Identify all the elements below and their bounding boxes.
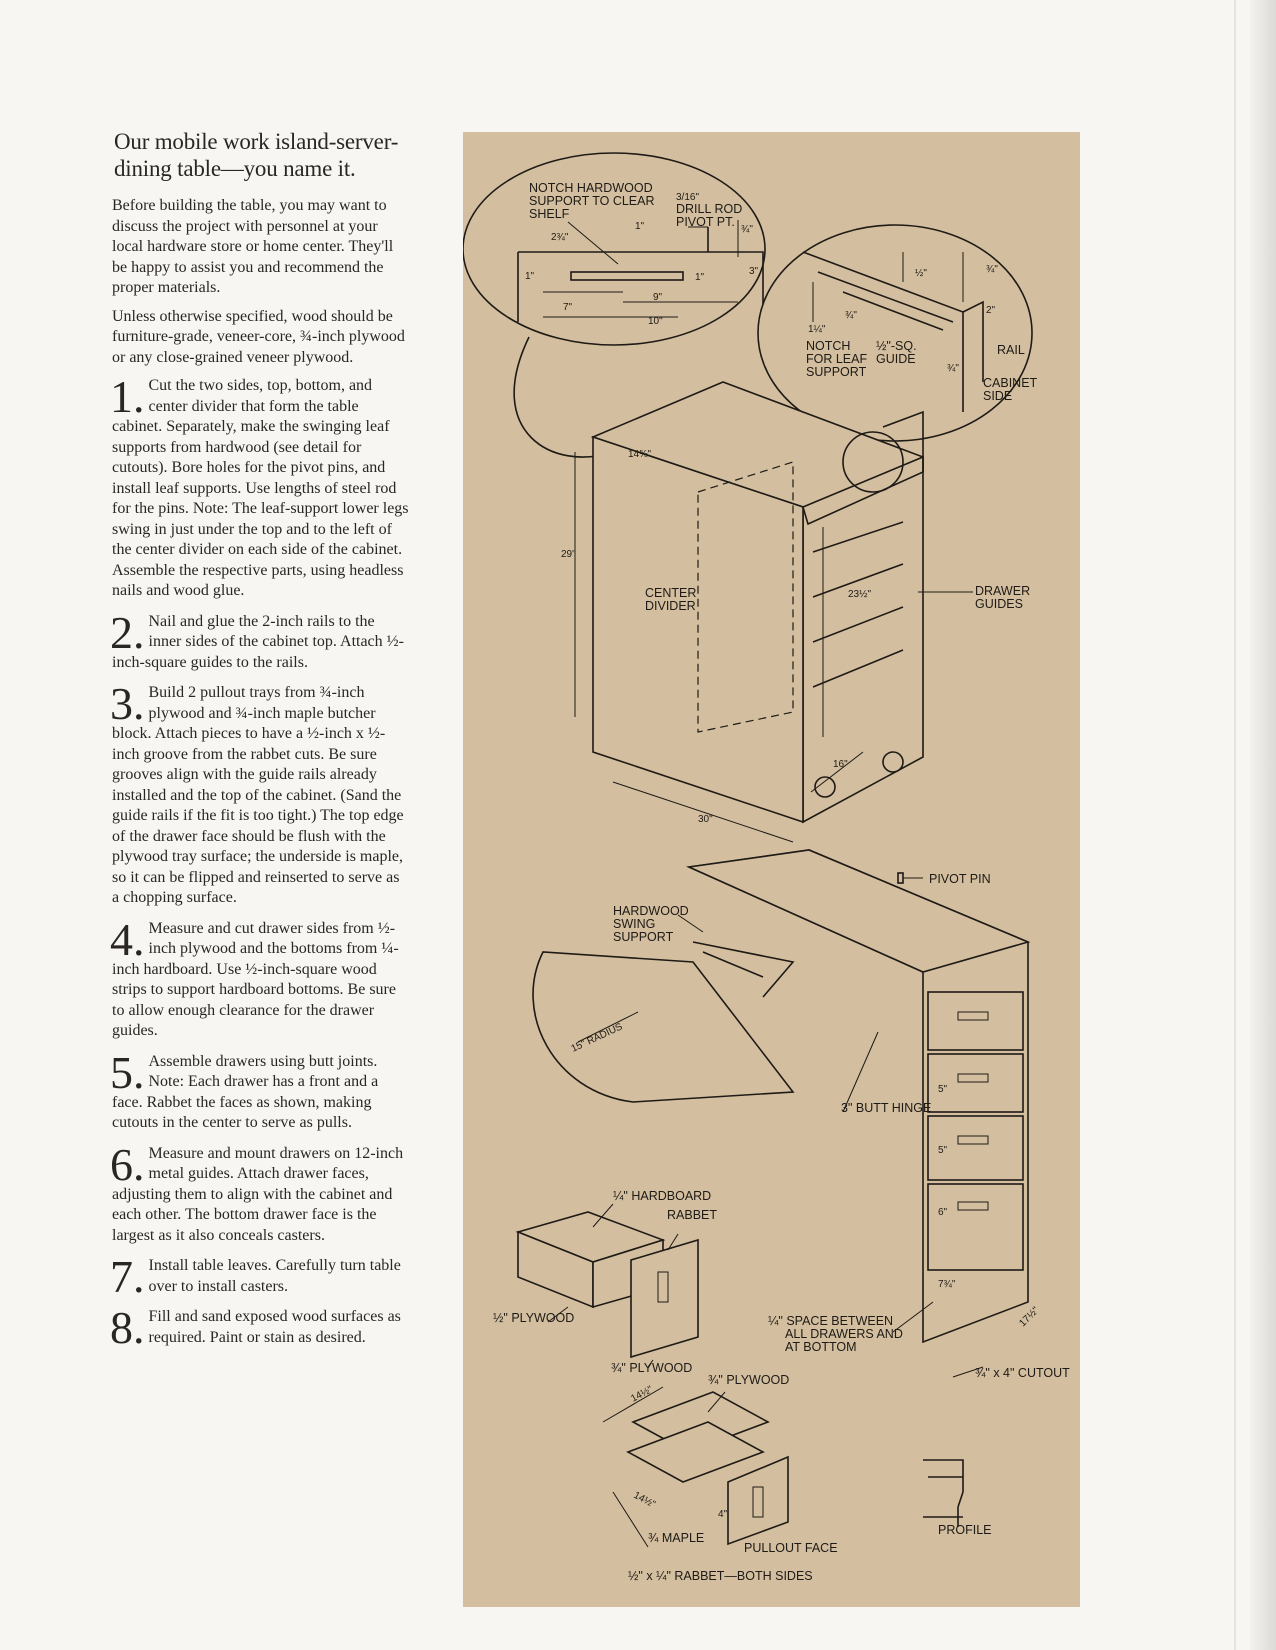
- hardboard-label: ¼" HARDBOARD: [613, 1189, 712, 1203]
- dim-label: 3": [749, 266, 759, 277]
- dim-label: 1": [635, 221, 645, 232]
- notch-label: NOTCH HARDWOOD SUPPORT TO CLEAR SHELF: [529, 181, 655, 221]
- dim-label: 6": [938, 1207, 948, 1218]
- step-text: Fill and sand exposed wood surfaces as required. Paint or stain as desired.: [148, 1308, 401, 1346]
- dim-label: 2¾": [551, 232, 569, 243]
- hardwood-swing-label: HARDWOOD SWING SUPPORT: [613, 904, 689, 944]
- drawer-face: [928, 1184, 1023, 1270]
- table-top: [689, 850, 1028, 972]
- dim-label: 23½": [848, 589, 872, 600]
- three-quarter-plywood-label: ¾" PLYWOOD: [611, 1361, 693, 1375]
- cutout-label: ¾" x 4" CUTOUT: [975, 1366, 1070, 1380]
- step-text: Assemble drawers using butt joints. Note: Each drawer has a front and a face. Rabbet the faces as shown, making cutouts in the center to serve as pulls.: [112, 1052, 379, 1131]
- dim-label: 2": [986, 305, 996, 316]
- butt-hinge-label: 3" BUTT HINGE: [841, 1101, 932, 1115]
- drawer-space-label: ¼" SPACE BETWEEN ALL DRAWERS AND AT BOTTOM: [768, 1314, 903, 1354]
- step-text: Cut the two sides, top, bottom, and center divider that form the table cabinet. Separately, make the swinging leaf supports from hardwood (see detail for cutouts). Bore holes for the pivot pins, and install leaf supports. Use lengths of steel rod for the pins. Note: The leaf-support lower legs swing in just under the top and to the left of the center divider on each side of the cabinet. Assemble the respective parts, using headless nails and wood glue.: [112, 377, 409, 599]
- leaf-support-bar: [571, 272, 683, 280]
- dim-label: 10": [648, 316, 663, 327]
- step-1: [110, 371, 410, 602]
- rabbet-label: RABBET: [667, 1208, 718, 1222]
- dim-label: ¾": [947, 363, 959, 374]
- step-number: 2.: [110, 606, 145, 658]
- step-text: Build 2 pullout trays from ¾-inch plywood and ¾-inch maple butcher block. Attach pieces to have a ½-inch x ½-inch groove from the rabbet cuts. Be sure grooves align with the guide rails already installed and the top of the cabinet. (Sand the guide rails if the fit is too tight.) The top edge of the drawer face should be flush with the plywood tray surface; the underside is maple, so it can be flipped and reinserted to serve as a chopping surface.: [112, 684, 404, 906]
- drawer-face: [928, 992, 1023, 1050]
- dim-label: 1": [525, 271, 535, 282]
- profile-label: PROFILE: [938, 1523, 992, 1537]
- dim-label: ¾": [986, 264, 998, 275]
- dim-label: 14½": [631, 1489, 658, 1511]
- article-text-column: [110, 128, 410, 1358]
- detail-rail-guide: [758, 225, 1040, 441]
- step-4: [110, 913, 410, 1042]
- dim-label: 29": [561, 549, 576, 560]
- detail-leaf-support: [463, 153, 765, 345]
- intro-paragraph: Before building the table, you may want to discuss the project with personnel at your local hardware store or home center. They'll be happy to assist you and recommend the proper materials.: [112, 197, 394, 296]
- step-text: Install table leaves. Carefully turn table over to install casters.: [148, 1257, 401, 1295]
- drawer-guides-label: DRAWER GUIDES: [975, 584, 1031, 611]
- pivot-pin-label: PIVOT PIN: [929, 872, 991, 886]
- step-6: [110, 1138, 410, 1247]
- pullout-face: [728, 1457, 788, 1544]
- drawer-box-view: [493, 1189, 717, 1375]
- drawer-face: [928, 1054, 1023, 1112]
- dim-label: 14⅝": [628, 449, 652, 460]
- page-edge-shadow: [1250, 0, 1276, 1650]
- dim-label: ¾": [741, 224, 753, 235]
- step-number: 5.: [110, 1046, 145, 1098]
- dim-label: 1¼": [808, 324, 826, 335]
- guide-label: ½"-SQ. GUIDE: [876, 339, 917, 366]
- radius-label: 15" RADIUS: [569, 1021, 625, 1055]
- diagram-svg: [463, 132, 1080, 1607]
- step-number: 3.: [110, 678, 145, 729]
- step-2: [110, 606, 410, 674]
- pullout-tray-view: [603, 1373, 992, 1583]
- dim-label: 14½": [629, 1384, 655, 1405]
- dim-label: ½": [915, 268, 927, 279]
- step-number: 8.: [110, 1302, 145, 1353]
- dim-label: ¾": [845, 310, 857, 321]
- step-text: Measure and mount drawers on 12-inch metal guides. Attach drawer faces, adjusting them to align with the cabinet and each other. The bottom drawer face is the largest as it also conceals casters.: [112, 1144, 404, 1244]
- pivot-pin: [898, 873, 903, 883]
- drawer-face-panel: [631, 1240, 698, 1357]
- step-text: Nail and glue the 2-inch rails to the inner sides of the cabinet top. Attach ½-inch-square guides to the rails.: [112, 612, 404, 671]
- step-3: [110, 678, 410, 909]
- cabinet-view: [561, 382, 1034, 842]
- drill-rod-label: 3/16" DRILL ROD PIVOT PT.: [676, 192, 743, 229]
- dim-label: 16": [833, 759, 848, 770]
- step-5: [110, 1046, 410, 1134]
- step-7: [110, 1251, 410, 1302]
- rabbet-note-label: ½" x ¼" RABBET—BOTH SIDES: [628, 1569, 813, 1583]
- caster: [883, 752, 903, 772]
- table-leaf: [533, 952, 793, 1102]
- maple-label: ¾ MAPLE: [648, 1531, 705, 1545]
- dim-label: 7¾": [938, 1279, 956, 1290]
- step-text: Measure and cut drawer sides from ½-inch plywood and the bottoms from ¼-inch hardboard. Use ½-inch-square wood strips to support hardboard bottoms. Be sure to allow enough clearance for the drawer guides.: [112, 919, 399, 1039]
- center-divider-label: CENTER DIVIDER: [645, 586, 697, 613]
- notch-leaf-label: NOTCH FOR LEAF SUPPORT: [806, 339, 868, 379]
- intro-paragraph: Unless otherwise specified, wood should be furniture-grade, veneer-core, ¾-inch plywood or any close-grained veneer plywood.: [112, 307, 405, 366]
- dim-label: 5": [938, 1084, 948, 1095]
- dim-label: 7": [563, 302, 573, 313]
- step-number: 7.: [110, 1251, 145, 1302]
- step-number: 1.: [110, 371, 145, 422]
- dim-label: 9": [653, 292, 663, 303]
- tray-plywood-label: ¾" PLYWOOD: [708, 1373, 790, 1387]
- page-edge-line: [1234, 0, 1236, 1650]
- cabinet-side-label: CABINET SIDE: [983, 376, 1037, 403]
- half-plywood-label: ½" PLYWOOD: [493, 1311, 575, 1325]
- profile-shape: [923, 1460, 963, 1527]
- dim-label: 5": [938, 1145, 948, 1156]
- pullout-face-label: PULLOUT FACE: [744, 1541, 838, 1555]
- dim-label: 30": [698, 814, 713, 825]
- dim-label: 4": [718, 1509, 728, 1520]
- rail-label: RAIL: [997, 343, 1025, 357]
- headline: Our mobile work island-server-dining table—you name it.: [114, 129, 399, 181]
- construction-diagram: [463, 132, 1080, 1607]
- step-8: [110, 1302, 410, 1353]
- step-number: 6.: [110, 1138, 145, 1190]
- dim-label: 1": [695, 272, 705, 283]
- detail-circle-right: [758, 225, 1032, 441]
- dim-label: 17½": [1017, 1305, 1042, 1330]
- step-number: 4.: [110, 913, 145, 965]
